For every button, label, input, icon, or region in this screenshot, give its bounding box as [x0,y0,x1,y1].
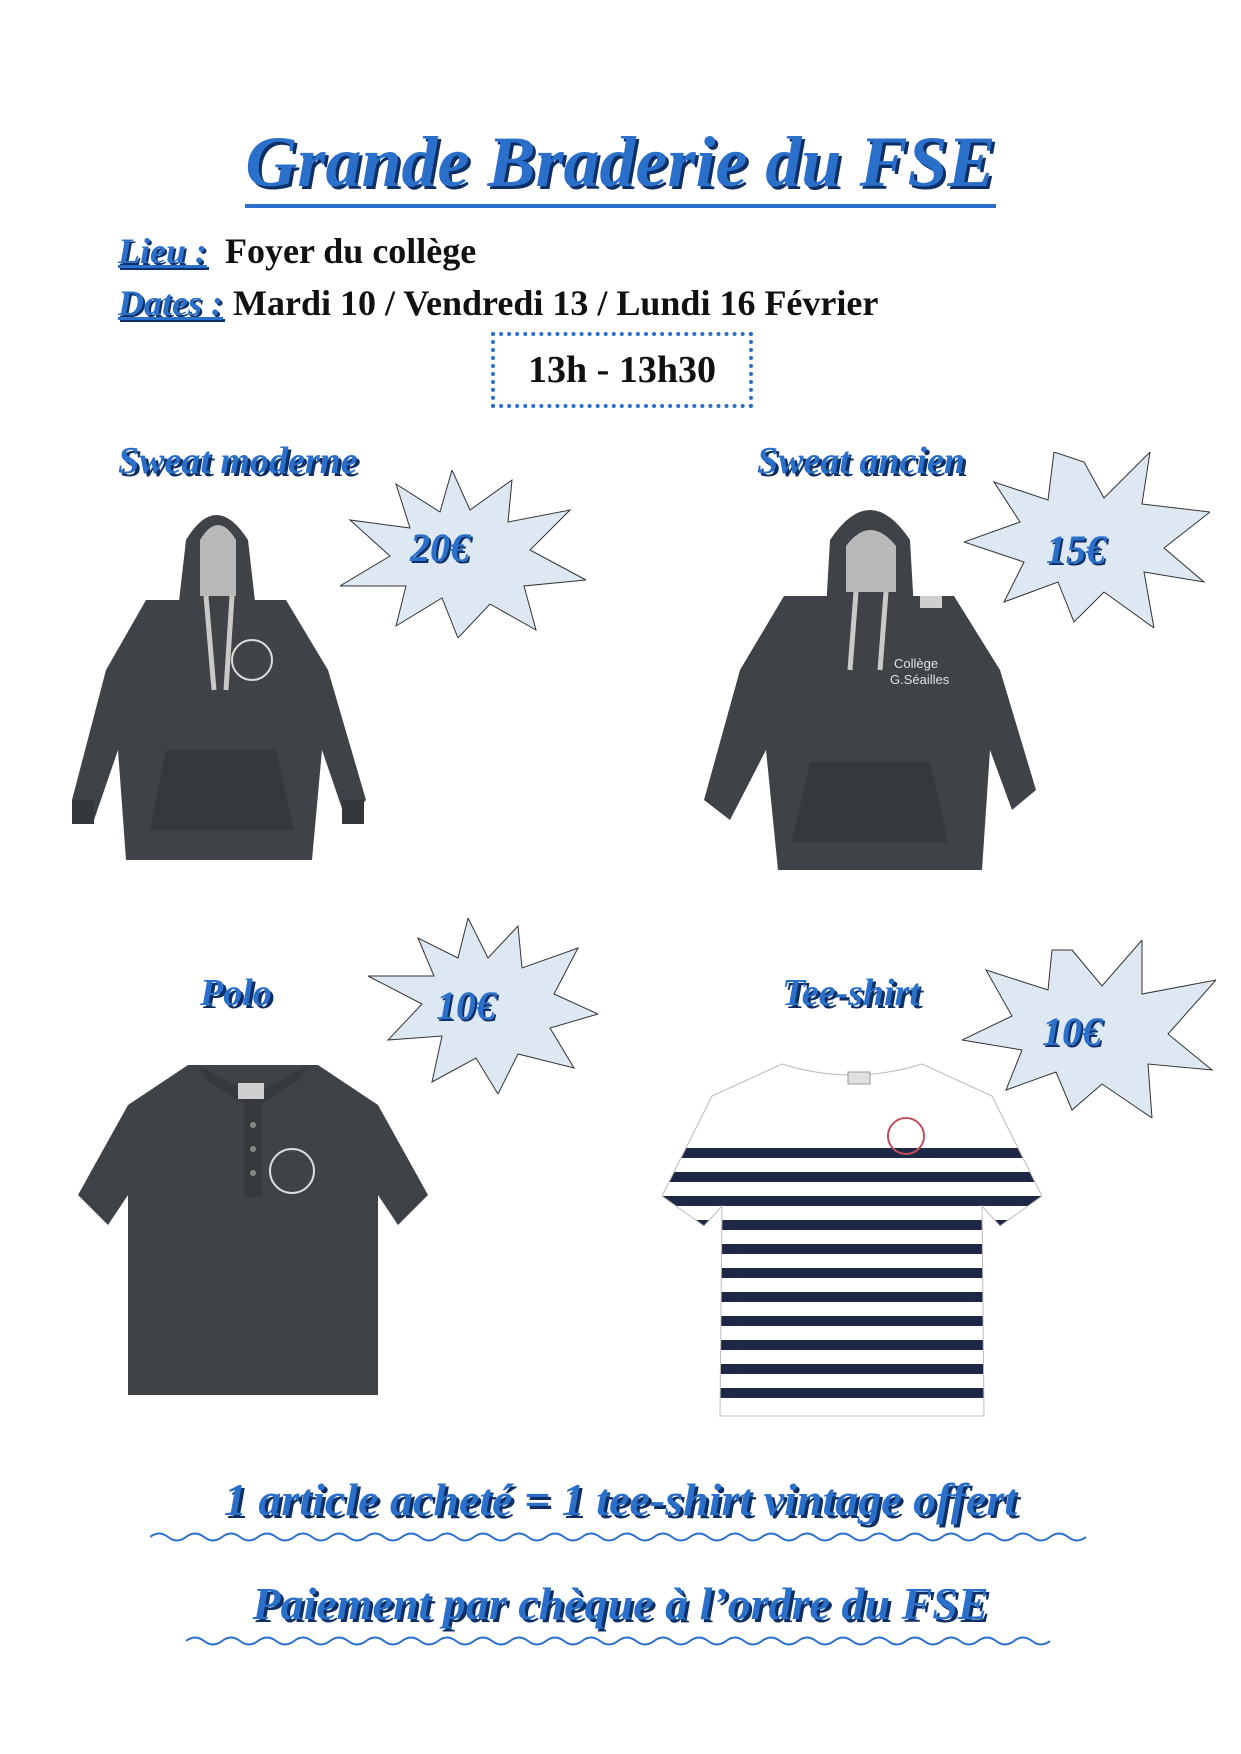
page-title [0,118,1241,206]
price-burst [340,470,586,638]
location-label: Lieu : [118,231,207,271]
price-label: 10€ [436,983,496,1028]
page-title-text: Grande Braderie du FSE [245,122,995,208]
offer-text: 1 article acheté = 1 tee-shirt vintage offert [223,1474,1018,1525]
location-row [118,230,476,272]
wave-underline [186,1634,1056,1648]
price-label: 20€ [410,525,470,570]
wave-underline [150,1530,1092,1544]
price-label: 15€ [1046,527,1106,572]
dates-value: Mardi 10 / Vendredi 13 / Lundi 16 Février [232,283,879,323]
hoodie-icon [66,500,366,875]
time-box [491,332,753,408]
svg-text:G.Séailles: G.Séailles [890,672,950,687]
price-label: 10€ [1042,1009,1102,1054]
product-name-polo: Polo [200,972,272,1014]
svg-text:Collège: Collège [894,656,939,671]
dates-row [118,282,878,324]
location-value: Foyer du collège [224,231,477,271]
product-name-sweat-ancien: Sweat ancien [757,440,965,482]
product-name-sweat-moderne: Sweat moderne [118,440,358,482]
striped-tshirt-icon [662,1056,1042,1423]
dates-label: Dates : [118,283,223,323]
payment-text: Paiement par chèque à l’ordre du FSE [252,1578,989,1629]
product-name-tee-shirt: Tee-shirt [782,972,920,1014]
time-value: 13h - 13h30 [528,349,716,391]
hoodie-icon [700,500,1036,885]
polo-icon [78,1055,428,1410]
